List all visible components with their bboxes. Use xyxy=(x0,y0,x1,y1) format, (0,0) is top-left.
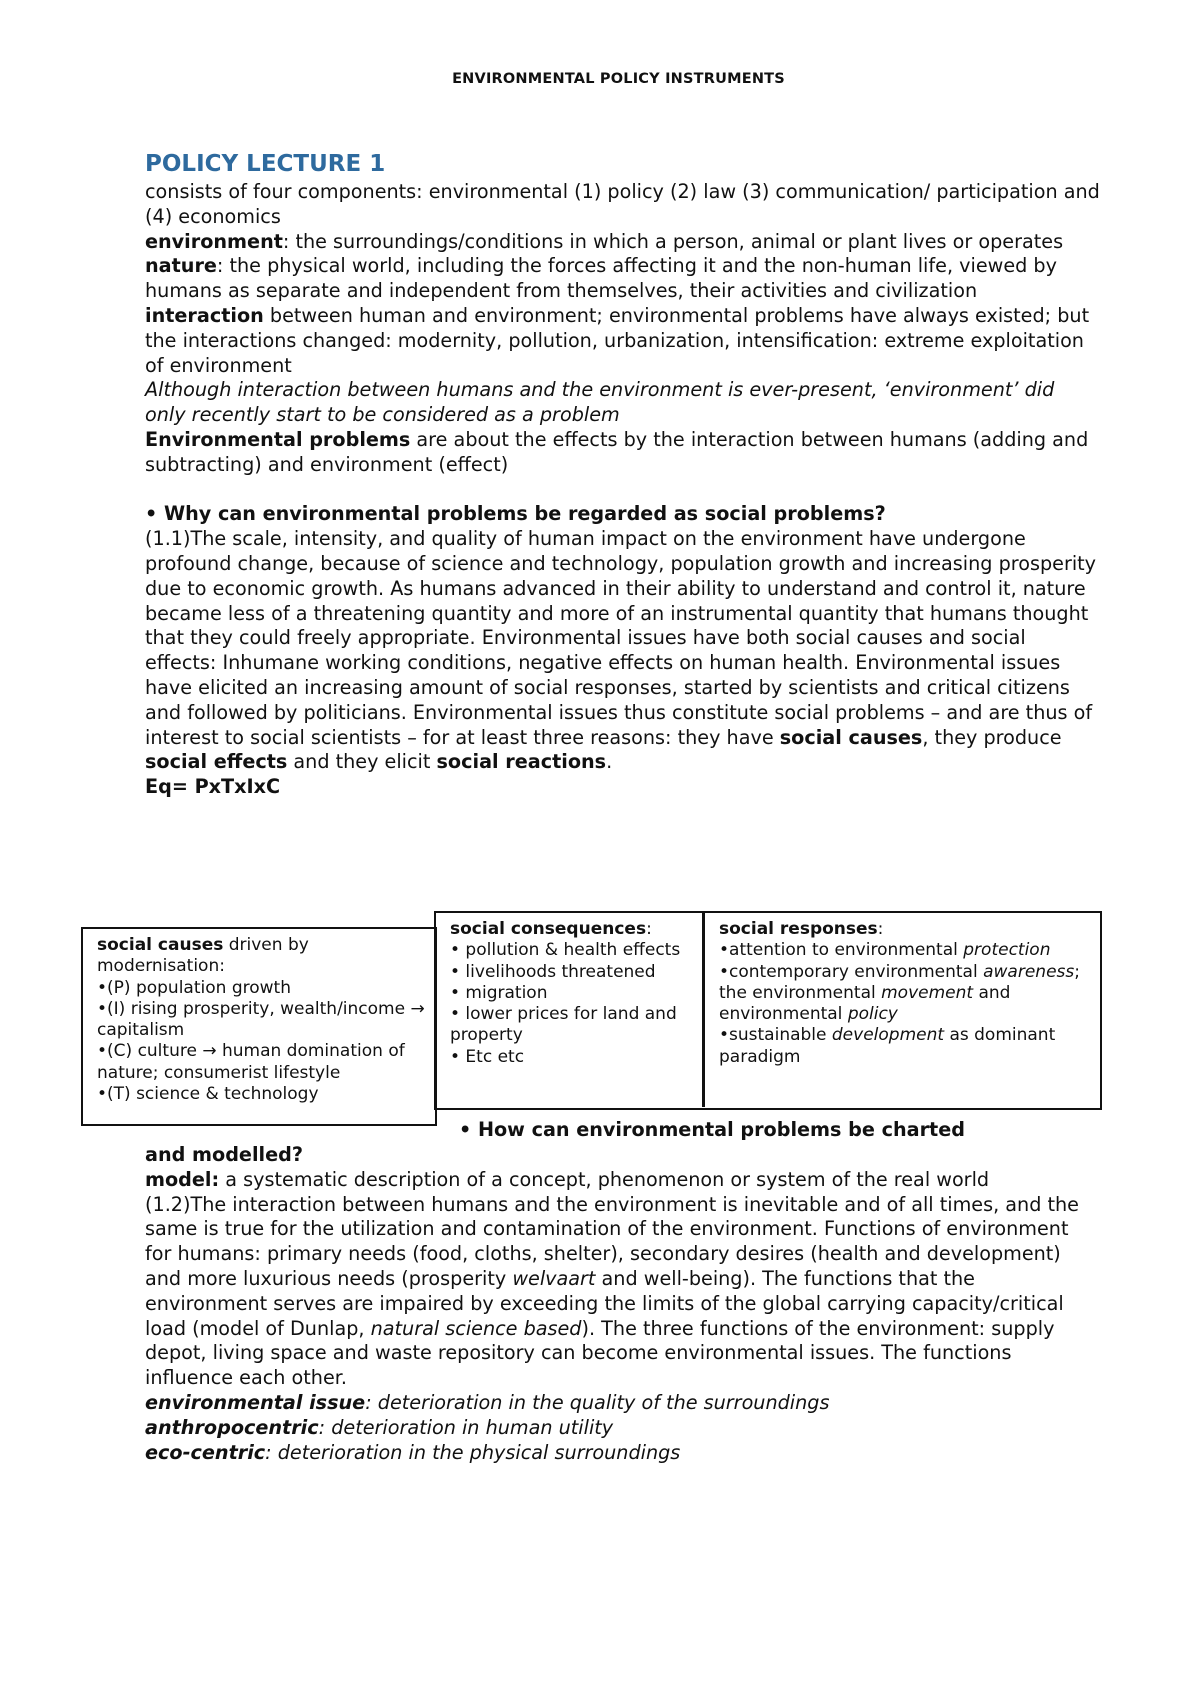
responses-heading: social responses: xyxy=(719,919,884,939)
responses-item: •contemporary environmental awareness; the environmental movement and environmental policy xyxy=(719,961,1080,1025)
responses-item: •sustainable development as dominant paradigm xyxy=(719,1025,1056,1067)
social-causes-box xyxy=(81,927,437,1126)
ecocentric-definition: eco-centric: deterioration in the physical surroundings xyxy=(145,1440,681,1464)
box-divider xyxy=(702,913,705,1107)
environment-term: environment xyxy=(145,229,283,253)
nature-definition: nature: the physical world, including the forces affecting it and the non-human life, viewed by humans as separate and independent from themselves, their activities and civilization xyxy=(145,254,1057,303)
causes-heading: social causes driven by modernisation: xyxy=(97,935,309,977)
problems-definition: Environmental problems are about the effects by the interaction between humans (adding and subtracting) and environment (effect) xyxy=(145,427,1089,476)
environment-definition: environment: the surroundings/conditions in which a person, animal or plant lives or operates xyxy=(145,229,1064,253)
consequences-item: • migration xyxy=(450,982,548,1003)
page-header: ENVIRONMENTAL POLICY INSTRUMENTS xyxy=(452,71,785,87)
environmental-issue-definition: environmental issue: deterioration in the quality of the surroundings xyxy=(145,1390,830,1414)
section2-question-line2: and modelled? xyxy=(145,1143,303,1166)
consequences-item: • livelihoods threatened xyxy=(450,961,656,982)
section2-question-line1: • How can environmental problems be charted xyxy=(459,1118,965,1141)
page-title: POLICY LECTURE 1 xyxy=(145,151,386,177)
consequences-item: • lower prices for land and property xyxy=(450,1004,677,1046)
components-text: consists of four components: environmental (1) policy (2) law (3) communication/ participation and (4) economics xyxy=(145,180,1100,228)
section2-body: (1.2)The interaction between humans and the environment is inevitable and of all times, and the same is true for the utilization and contamination of the environment. Functions of environment for humans: primary needs (food, cloths, shelter), secondary desires (health and development) and more luxurious needs (prosperity welvaart and well-being). The functions that the environment serves are impaired by exceeding the limits of the global carrying capacity/critical load (model of Dunlap, natural science based). The three functions of the environment: supply depot, living space and waste repository can become environmental issues. The functions influence each other. xyxy=(145,1192,1079,1390)
section1-body: (1.1)The scale, intensity, and quality of human impact on the environment have undergone profound change, because of science and technology, population growth and increasing prosperity due to economic growth. As humans advanced in their ability to understand and control it, nature became less of a threatening quantity and more of an instrumental quantity that humans thought that they could freely appropriate. Environmental issues have both social causes and social effects: Inhumane working conditions, negative effects on human health. Environmental issues have elicited an increasing amount of social responses, started by scientists and critical citizens and followed by politicians. Environmental issues thus constitute social problems – and are thus of interest to social scientists – for at least three reasons: they have social causes, they produce social effects and they elicit social reactions. xyxy=(145,527,1097,774)
problems-term: Environmental problems xyxy=(145,427,411,451)
nature-term: nature xyxy=(145,254,217,278)
consequences-item: • Etc etc xyxy=(450,1046,525,1067)
section2 xyxy=(145,1143,1100,1465)
causes-item: •(P) population growth xyxy=(97,977,291,998)
responses-item: •attention to environmental protection xyxy=(719,940,1051,961)
social-responses-cell xyxy=(719,919,1089,1068)
anthropocentric-definition: anthropocentric: deterioration in human utility xyxy=(145,1415,614,1439)
causes-item: •(C) culture → human domination of nature; consumerist lifestyle xyxy=(97,1041,405,1083)
causes-item: •(T) science & technology xyxy=(97,1084,319,1105)
consequences-item: • pollution & health effects xyxy=(450,940,681,961)
consequences-responses-box xyxy=(434,911,1102,1110)
intro-section xyxy=(145,180,1100,800)
italic-note: Although interaction between humans and the environment is ever-present, ‘environment’ did only recently start to be considered as a problem xyxy=(145,378,1055,427)
causes-item: •(I) rising prosperity, wealth/income → capitalism xyxy=(97,998,425,1041)
interaction-definition: interaction between human and environment; environmental problems have always existed; but the interactions changed: modernity, pollution, urbanization, intensification: extreme exploitation of environment xyxy=(145,303,1090,377)
consequences-heading: social consequences: xyxy=(450,919,652,939)
interaction-term: interaction xyxy=(145,303,264,327)
model-definition: model: a systematic description of a concept, phenomenon or system of the real world xyxy=(145,1167,990,1191)
equation: Eq= PxTxIxC xyxy=(145,775,281,799)
social-consequences-cell xyxy=(450,919,702,1068)
section1-question: • Why can environmental problems be regarded as social problems? xyxy=(145,502,886,526)
